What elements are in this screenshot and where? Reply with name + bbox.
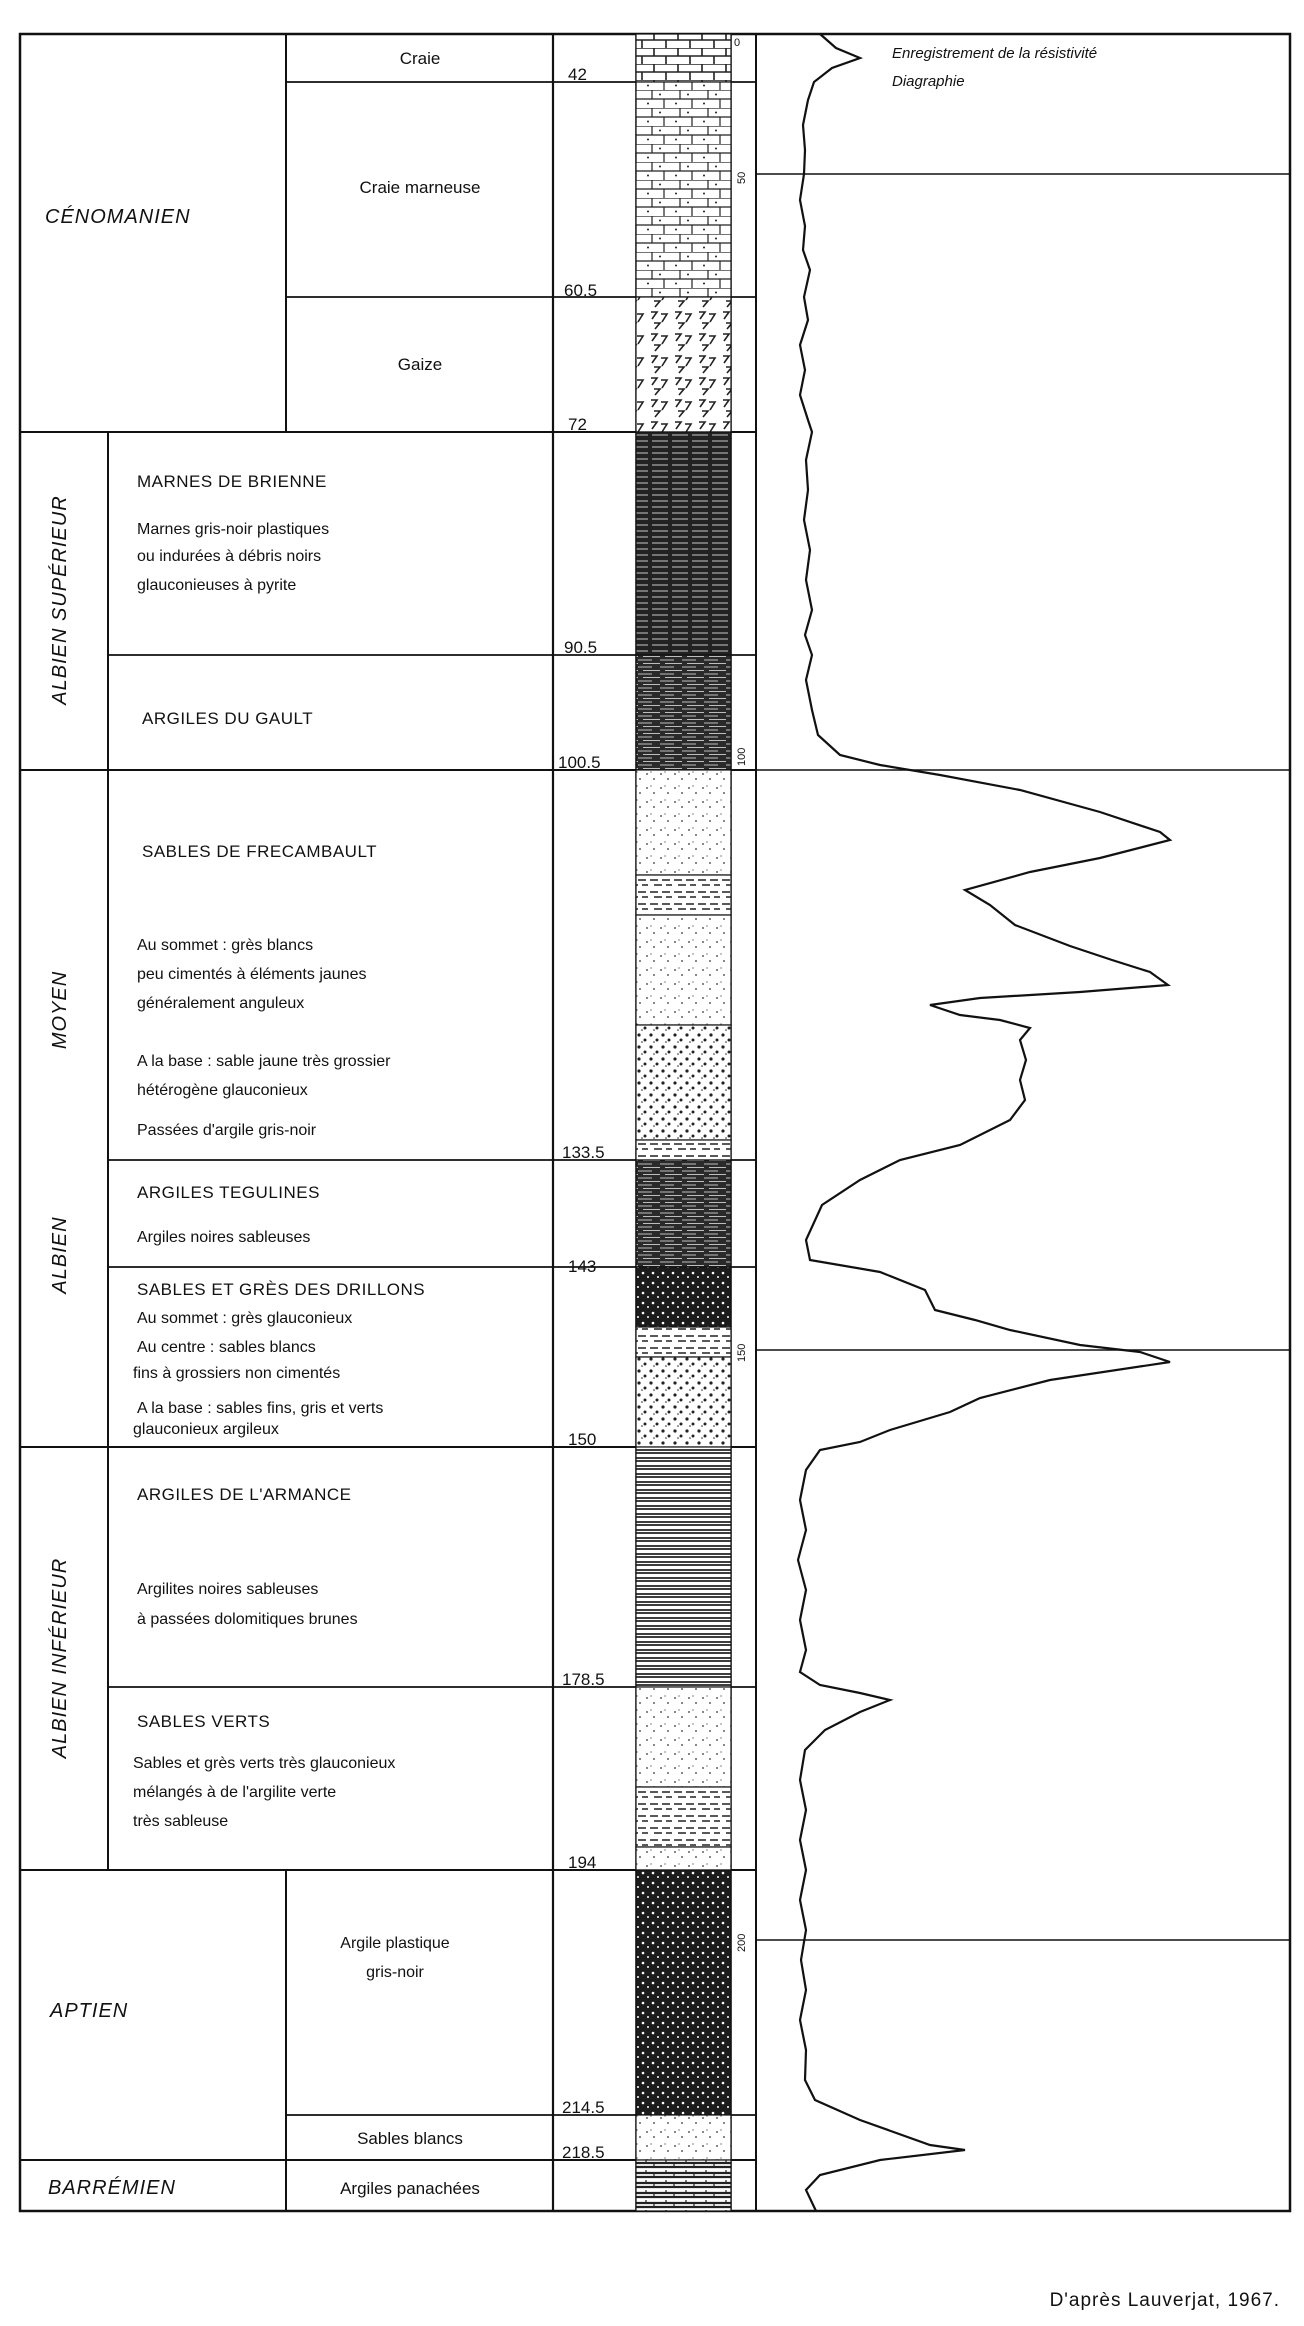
- formation-sables-frecambault-desc: Au sommet : grès blancs: [137, 937, 314, 954]
- depth-labels: [558, 65, 605, 2162]
- litho-sables-frecambault-dashes: [636, 875, 731, 915]
- litho-craie: [636, 34, 731, 82]
- formation-sables-verts-desc: très sableuse: [133, 1813, 229, 1830]
- lithology-column: [636, 34, 731, 2211]
- formation-argile-plastique-desc: gris-noir: [366, 1964, 424, 1981]
- log-legend-title: Enregistrement de la résistivité: [892, 45, 1098, 62]
- formation-sables-frecambault-desc: Passées d'argile gris-noir: [137, 1122, 317, 1139]
- litho-argiles-gault: [636, 655, 731, 770]
- stage-barremien: BARRÉMIEN: [48, 2177, 176, 2199]
- formation-sables-frecambault-desc: hétérogène glauconieux: [137, 1082, 308, 1099]
- formation-sables-frecambault-desc: A la base : sable jaune très grossier: [137, 1053, 391, 1070]
- depth-label: 150: [568, 1430, 597, 1449]
- litho-sables-verts-mid: [636, 1787, 731, 1847]
- stage-aptien: APTIEN: [50, 2000, 129, 2022]
- formation-marnes-brienne-desc: glauconieuses à pyrite: [137, 577, 297, 594]
- formation-marnes-brienne-title: MARNES DE BRIENNE: [137, 472, 327, 491]
- litho-argiles-armance: [636, 1447, 731, 1687]
- log-ticks: [734, 37, 748, 1952]
- depth-label: 72: [568, 415, 587, 434]
- formation-labels: [133, 49, 480, 2198]
- formation-marnes-brienne-desc: ou indurées à débris noirs: [137, 548, 322, 565]
- litho-argiles-panachees: [636, 2160, 731, 2211]
- litho-marnes-brienne: [636, 432, 731, 655]
- stage-albien-inferieur: ALBIEN INFÉRIEUR: [49, 1557, 71, 1759]
- litho-sables-frecambault-top: [636, 770, 731, 875]
- formation-sables-drillons-title: SABLES ET GRÈS DES DRILLONS: [137, 1280, 426, 1299]
- depth-label: 218.5: [562, 2143, 605, 2162]
- figure-citation: D'après Lauverjat, 1967.: [1049, 2290, 1280, 2311]
- log-tick-label: 0: [734, 37, 741, 49]
- formation-sables-frecambault-desc: généralement anguleux: [137, 995, 305, 1012]
- formation-argiles-gault-title: ARGILES DU GAULT: [142, 709, 314, 728]
- litho-argiles-tegulines: [636, 1160, 731, 1267]
- formation-sables-drillons-desc: fins à grossiers non cimentés: [133, 1365, 341, 1382]
- formation-argiles-tegulines-title: ARGILES TEGULINES: [137, 1183, 320, 1202]
- litho-sables-frecambault-base: [636, 1025, 731, 1140]
- formation-argiles-armance-desc: à passées dolomitiques brunes: [137, 1611, 358, 1628]
- resistivity-curve: [798, 34, 1170, 2211]
- formation-sables-frecambault-title: SABLES DE FRECAMBAULT: [142, 842, 378, 861]
- depth-label: 90.5: [564, 638, 598, 657]
- formation-sables-drillons-desc: Au sommet : grès glauconieux: [137, 1310, 353, 1327]
- litho-drillons-mid: [636, 1327, 731, 1357]
- formation-sables-verts-title: SABLES VERTS: [137, 1712, 271, 1731]
- litho-gaize: [636, 297, 731, 432]
- formation-craie-marneuse: Craie marneuse: [359, 178, 481, 197]
- depth-label: 133.5: [562, 1143, 605, 1162]
- log-legend-subtitle: Diagraphie: [892, 73, 965, 90]
- litho-drillons-top: [636, 1267, 731, 1327]
- litho-sables-blancs: [636, 2115, 731, 2160]
- depth-label: 100.5: [558, 753, 601, 772]
- depth-label: 143: [568, 1257, 597, 1276]
- formation-sables-blancs: Sables blancs: [357, 2129, 463, 2148]
- log-tick-label: 200: [736, 1933, 748, 1952]
- log-tick-label: 100: [736, 747, 748, 766]
- log-tick-label: 150: [736, 1343, 748, 1362]
- formation-sables-drillons-desc: glauconieux argileux: [133, 1421, 279, 1438]
- formation-argile-plastique-desc: Argile plastique: [340, 1935, 450, 1952]
- litho-argile-plastique: [636, 1870, 731, 2115]
- formation-sables-drillons-desc: A la base : sables fins, gris et verts: [137, 1400, 384, 1417]
- formation-marnes-brienne-desc: Marnes gris-noir plastiques: [137, 521, 330, 538]
- depth-label: 214.5: [562, 2098, 605, 2117]
- stage-labels: [45, 205, 191, 2199]
- formation-sables-verts-desc: Sables et grès verts très glauconieux: [133, 1755, 396, 1772]
- formation-gaize: Gaize: [397, 355, 443, 374]
- litho-sables-frecambault-mid: [636, 915, 731, 1025]
- stage-albien-superieur: ALBIEN SUPÉRIEUR: [49, 495, 71, 705]
- formation-argiles-tegulines-desc: Argiles noires sableuses: [137, 1229, 311, 1246]
- depth-label: 194: [568, 1853, 597, 1872]
- stage-albien-moyen: MOYEN: [49, 970, 71, 1050]
- formation-sables-verts-desc: mélangés à de l'argilite verte: [133, 1784, 337, 1801]
- stage-cenomanien: CÉNOMANIEN: [45, 206, 191, 228]
- depth-label: 42: [568, 65, 587, 84]
- litho-craie-marneuse: [636, 82, 731, 297]
- stage-albien: ALBIEN: [49, 1216, 71, 1294]
- formation-argiles-panachees: Argiles panachées: [340, 2179, 480, 2198]
- litho-sables-frecambault-clay: [636, 1140, 731, 1160]
- litho-sables-verts-top: [636, 1687, 731, 1787]
- litho-sables-verts-base: [636, 1847, 731, 1870]
- formation-craie: Craie: [399, 49, 441, 68]
- depth-label: 60.5: [564, 281, 598, 300]
- formation-argiles-armance-title: ARGILES DE L'ARMANCE: [137, 1485, 352, 1504]
- depth-label: 178.5: [562, 1670, 605, 1689]
- formation-sables-frecambault-desc: peu cimentés à éléments jaunes: [137, 966, 367, 983]
- formation-sables-drillons-desc: Au centre : sables blancs: [137, 1339, 316, 1356]
- formation-argiles-armance-desc: Argilites noires sableuses: [137, 1581, 319, 1598]
- litho-drillons-base: [636, 1357, 731, 1447]
- log-tick-label: 50: [736, 171, 748, 184]
